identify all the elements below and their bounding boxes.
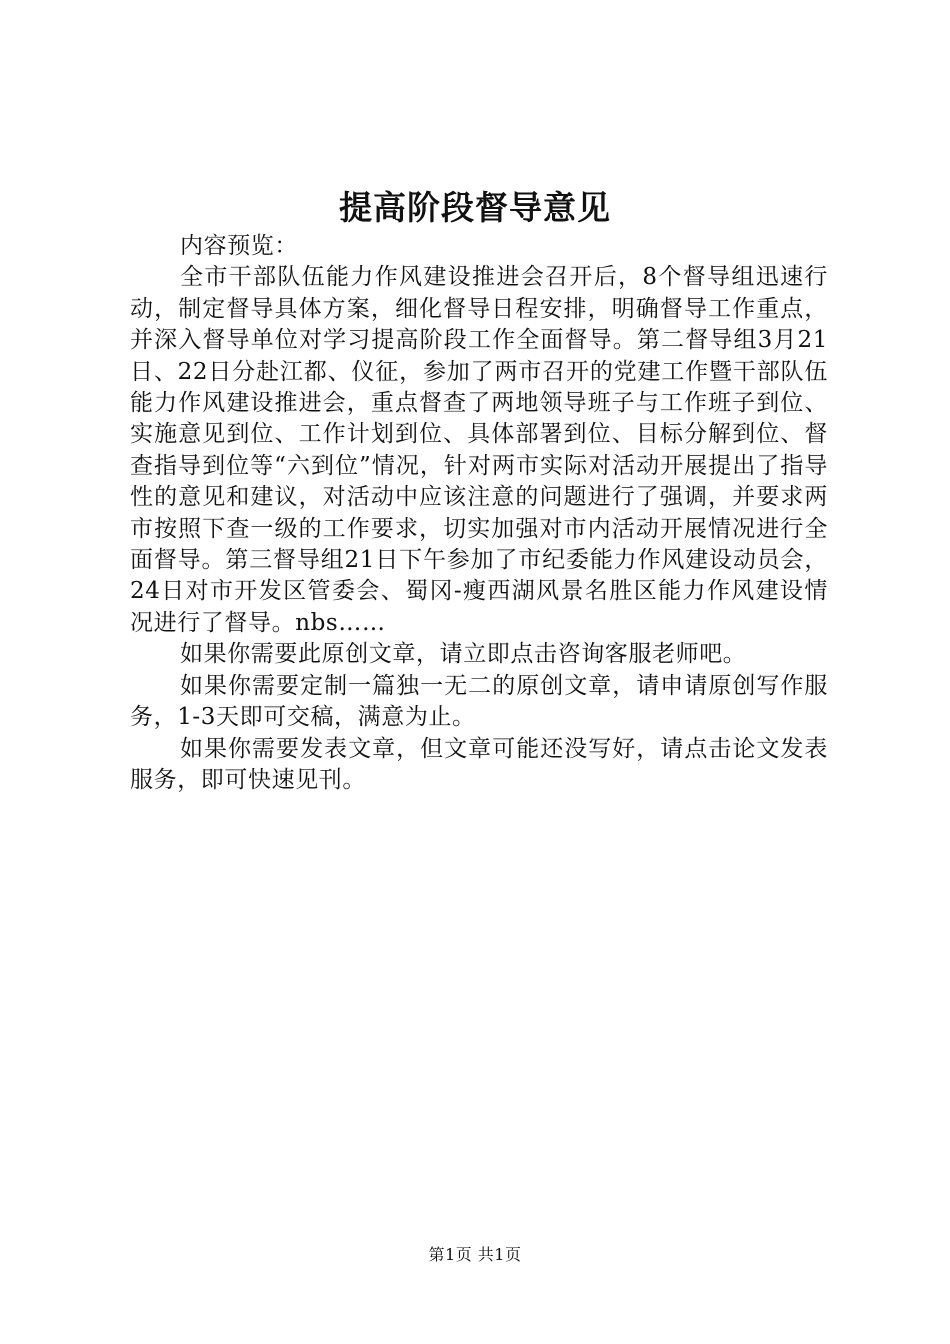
- preview-label: 内容预览：: [180, 233, 298, 259]
- page-number-footer: 第1页 共1页: [428, 1245, 522, 1264]
- document-body: [130, 231, 828, 796]
- notice-publish-service: 如果你需要发表文章，但文章可能还没写好，请点击论文发表服务，即可快速见刊。: [130, 735, 828, 793]
- document-title: 提高阶段督导意见: [339, 188, 611, 227]
- main-paragraph: 全市干部队伍能力作风建设推进会召开后，8个督导组迅速行动，制定督导具体方案，细化督导日程安排，明确督导工作重点，并深入督导单位对学习提高阶段工作全面督导。第二督导组3月21日、22日分赴江都、仪征，参加了两市召开的党建工作暨干部队伍能力作风建设推进会，重点督查了两地领导班子与工作班子到位、实施意见到位、工作计划到位、具体部署到位、目标分解到位、督查指导到位等“六到位”情况，针对两市实际对活动开展提出了指导性的意见和建议，对活动中应该注意的问题进行了强调，并要求两市按照下查一级的工作要求，切实加强对市内活动开展情况进行全面督导。第三督导组21日下午参加了市纪委能力作风建设动员会，24日对市开发区管委会、蜀冈-瘦西湖风景名胜区能力作风建设情况进行了督导。nbs……: [130, 264, 828, 636]
- notice-custom-writing: 如果你需要定制一篇独一无二的原创文章，请申请原创写作服务，1-3天即可交稿，满意为止。: [130, 672, 828, 731]
- notice-original-article: 如果你需要此原创文章，请立即点击咨询客服老师吧。: [180, 641, 747, 668]
